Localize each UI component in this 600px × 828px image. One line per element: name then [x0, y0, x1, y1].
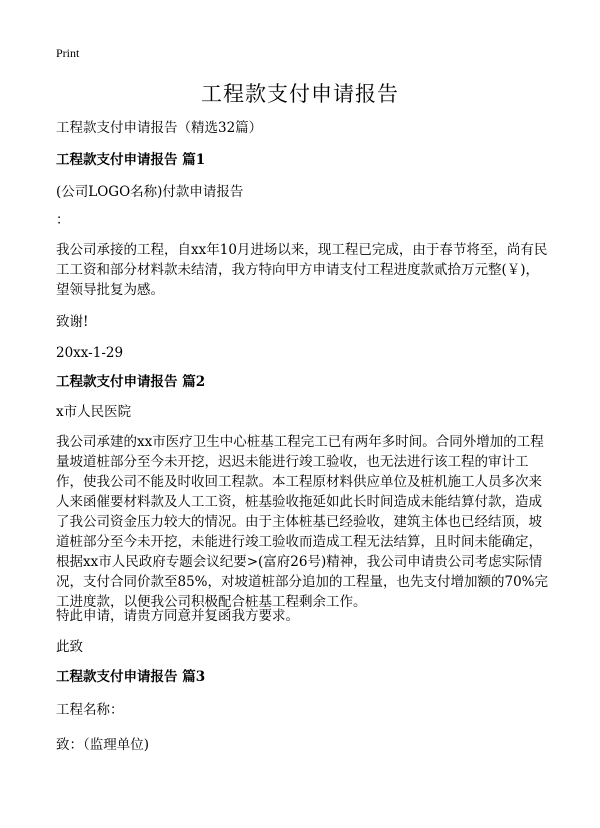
section-heading-3: 工程款支付申请报告 篇3	[56, 669, 206, 685]
date-line: 20xx-1-29	[56, 345, 124, 361]
recipient-line: x市人民医院	[56, 404, 132, 420]
section-heading-1: 工程款支付申请报告 篇1	[56, 152, 206, 168]
thanks-line: 致谢!	[56, 314, 89, 330]
supervision-line: 致：（监理单位)	[56, 737, 150, 753]
section-heading-2: 工程款支付申请报告 篇2	[56, 374, 206, 390]
addressee-line: ：	[56, 212, 70, 228]
request-line: 特此申请，请贵方同意并复函我方要求。	[56, 608, 299, 624]
logo-name-line: (公司LOGO名称)付款申请报告	[56, 184, 244, 200]
intro-line: 工程款支付申请报告（精选32篇）	[56, 120, 263, 136]
closing-line: 此致	[56, 639, 83, 655]
section1-paragraph: 我公司承接的工程，自xx年10月进场以来，现工程已完成，由于春节将至，尚有民工工资和部分材料款未结清，我方特向甲方申请支付工程进度款贰拾万元整(￥)，望领导批复为感。	[56, 242, 548, 298]
document-title: 工程款支付申请报告	[201, 82, 399, 106]
project-name-line: 工程名称：	[56, 702, 124, 718]
print-label[interactable]: Print	[56, 46, 80, 60]
section2-paragraph: 我公司承建的xx市医疗卫生中心桩基工程完工已有两年多时间。合同外增加的工程量坡道桩部分至今未开挖，迟迟未能进行竣工验收，也无法进行该工程的审计工作，使我公司不能及时收回工程款。本工程原材料供应单位及桩机施工人员多次来人来函催要材料款及人工工资，桩基验收拖延如此长时间造成未能结算付款，造成了我公司资金压力较大的情况。由于主体桩基已经验收，建筑主体也已经结顶，坡道桩部分至今未开挖，未能进行竣工验收而造成工程无法结算，且时间未能确定，根据xx市人民政府专题会议纪要>(富府26号)精神，我公司申请贵公司考虑实际情况，支付合同价款至85%，对坡道桩部分追加的工程量，也先支付增加额的70%完工进度款，以便我公司积极配合桩基工程剩余工作。	[56, 434, 549, 610]
